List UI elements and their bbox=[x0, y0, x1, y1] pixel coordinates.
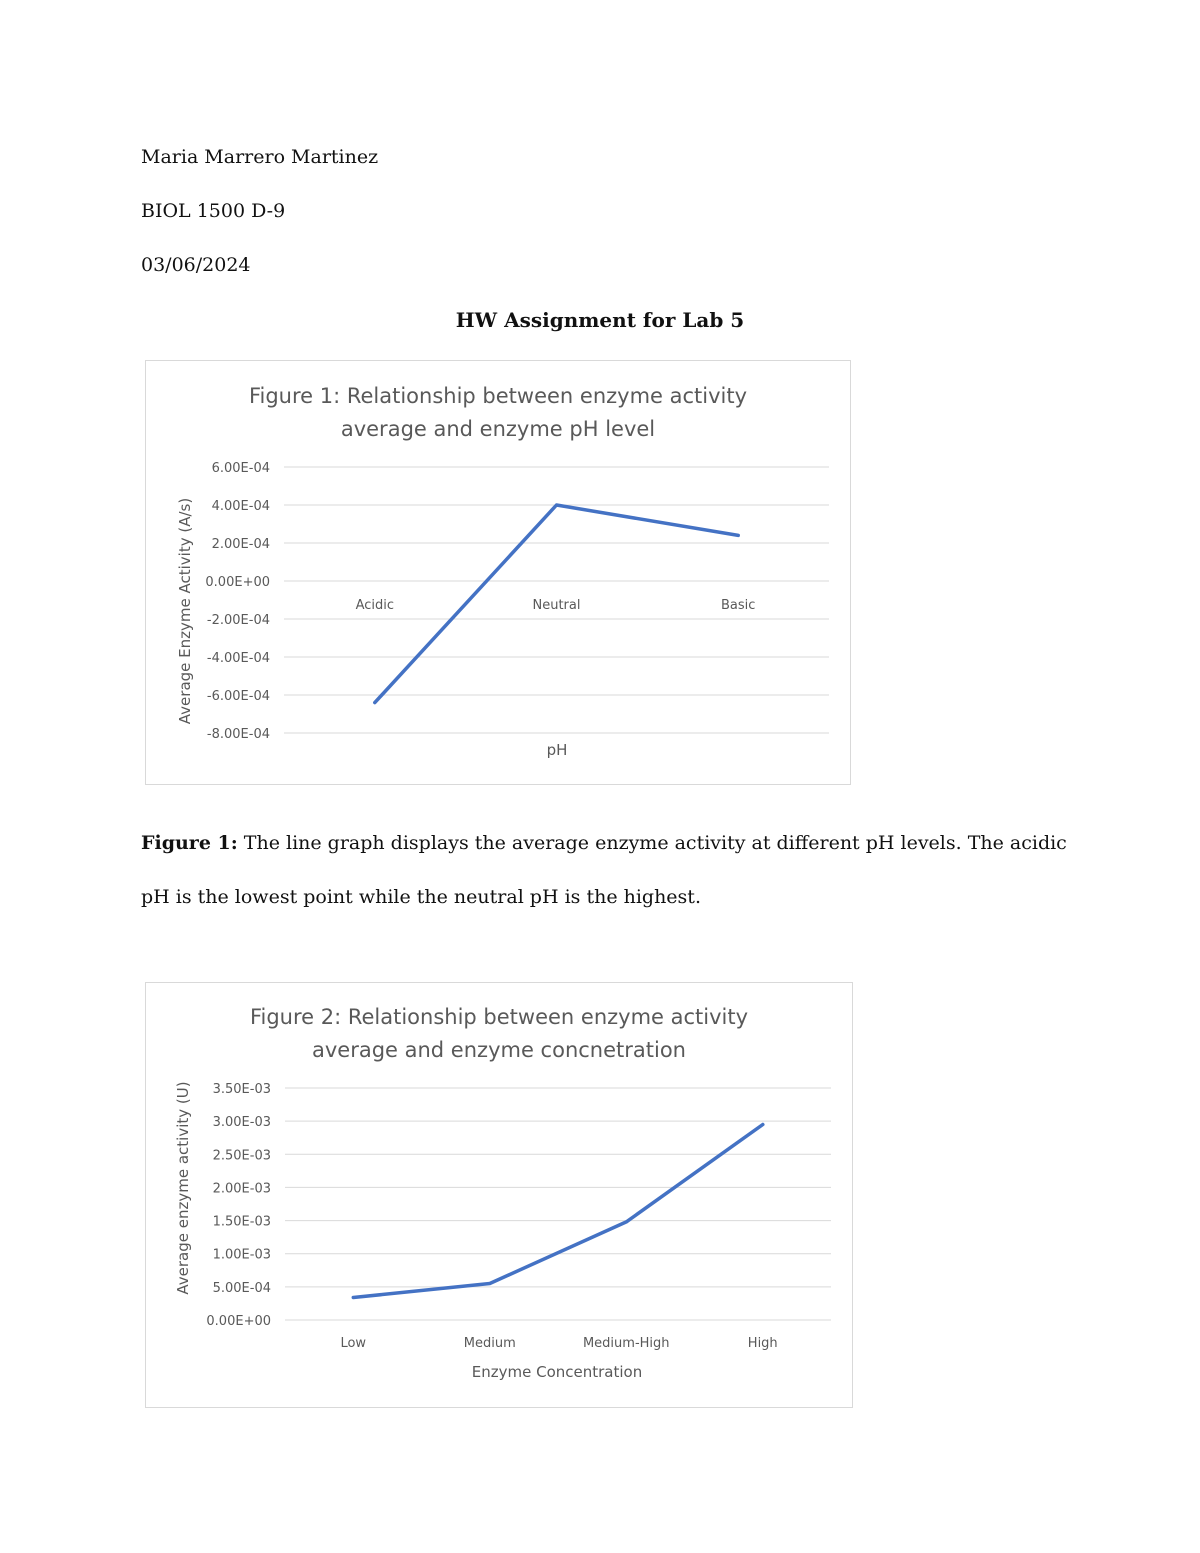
chart-1-y-tick-label: -4.00E-04 bbox=[206, 651, 270, 666]
chart-1-y-tick-label: 2.00E-04 bbox=[211, 537, 270, 552]
chart-2-x-tick-label: Medium-High bbox=[582, 1336, 670, 1351]
chart-1-x-tick-label: Neutral bbox=[532, 598, 581, 613]
chart-2-series-line bbox=[353, 1125, 763, 1298]
chart-1-y-tick-label: 0.00E+00 bbox=[205, 575, 270, 590]
figure-1-chart bbox=[145, 360, 851, 785]
chart-1-y-tick-label: -8.00E-04 bbox=[206, 727, 270, 742]
figure-1-svg bbox=[146, 361, 850, 784]
chart-2-x-tick-label: Medium bbox=[463, 1336, 516, 1351]
chart-2-y-tick-label: 0.00E+00 bbox=[206, 1314, 271, 1329]
figure-2-svg bbox=[146, 983, 852, 1407]
chart-2-y-tick-label: 2.00E-03 bbox=[212, 1181, 271, 1197]
chart-1-x-tick-label: Basic bbox=[720, 598, 756, 613]
chart-2-y-tick-label: 1.50E-03 bbox=[212, 1214, 271, 1230]
assignment-date: 03/06/2024 bbox=[141, 254, 251, 276]
figure-1-caption-label: Figure 1: bbox=[141, 832, 238, 854]
document-title: HW Assignment for Lab 5 bbox=[455, 308, 745, 332]
figure-2-chart bbox=[145, 982, 853, 1408]
chart-1-y-tick-label: -6.00E-04 bbox=[206, 689, 270, 704]
chart-1-x-tick-label: Acidic bbox=[355, 598, 395, 613]
chart-1-y-tick-label: 4.00E-04 bbox=[211, 499, 270, 514]
course-code: BIOL 1500 D-9 bbox=[141, 200, 286, 222]
chart-2-x-tick-label: High bbox=[747, 1336, 778, 1351]
chart-2-y-axis-label: Average enzyme activity (U) bbox=[174, 1081, 192, 1295]
chart-2-y-tick-label: 3.00E-03 bbox=[212, 1115, 271, 1131]
chart-1-title-line-1: Figure 1: Relationship between enzyme activity bbox=[248, 384, 748, 408]
chart-2-y-tick-label: 5.00E-04 bbox=[212, 1280, 271, 1296]
chart-2-title-line-2: average and enzyme concnetration bbox=[311, 1038, 687, 1062]
figure-1-caption bbox=[141, 816, 1081, 924]
chart-2-title-line-1: Figure 2: Relationship between enzyme activity bbox=[249, 1005, 749, 1029]
chart-1-y-tick-label: -2.00E-04 bbox=[206, 613, 270, 628]
figure-1-caption-text: The line graph displays the average enzyme activity at different pH levels. The acidic pH is the lowest point while the neutral pH is the highest. bbox=[141, 832, 1067, 908]
chart-2-x-axis-label: Enzyme Concentration bbox=[471, 1363, 643, 1381]
author-name: Maria Marrero Martinez bbox=[141, 146, 379, 168]
chart-2-y-tick-label: 2.50E-03 bbox=[212, 1148, 271, 1164]
chart-2-y-tick-label: 3.50E-03 bbox=[212, 1082, 271, 1097]
chart-1-y-tick-label: 6.00E-04 bbox=[211, 461, 270, 476]
chart-2-y-tick-label: 1.00E-03 bbox=[212, 1247, 271, 1263]
chart-1-x-axis-label: pH bbox=[546, 741, 568, 759]
chart-2-x-tick-label: Low bbox=[340, 1336, 367, 1351]
chart-1-title-line-2: average and enzyme pH level bbox=[340, 417, 656, 441]
chart-1-y-axis-label: Average Enzyme Activity (A/s) bbox=[176, 497, 194, 725]
